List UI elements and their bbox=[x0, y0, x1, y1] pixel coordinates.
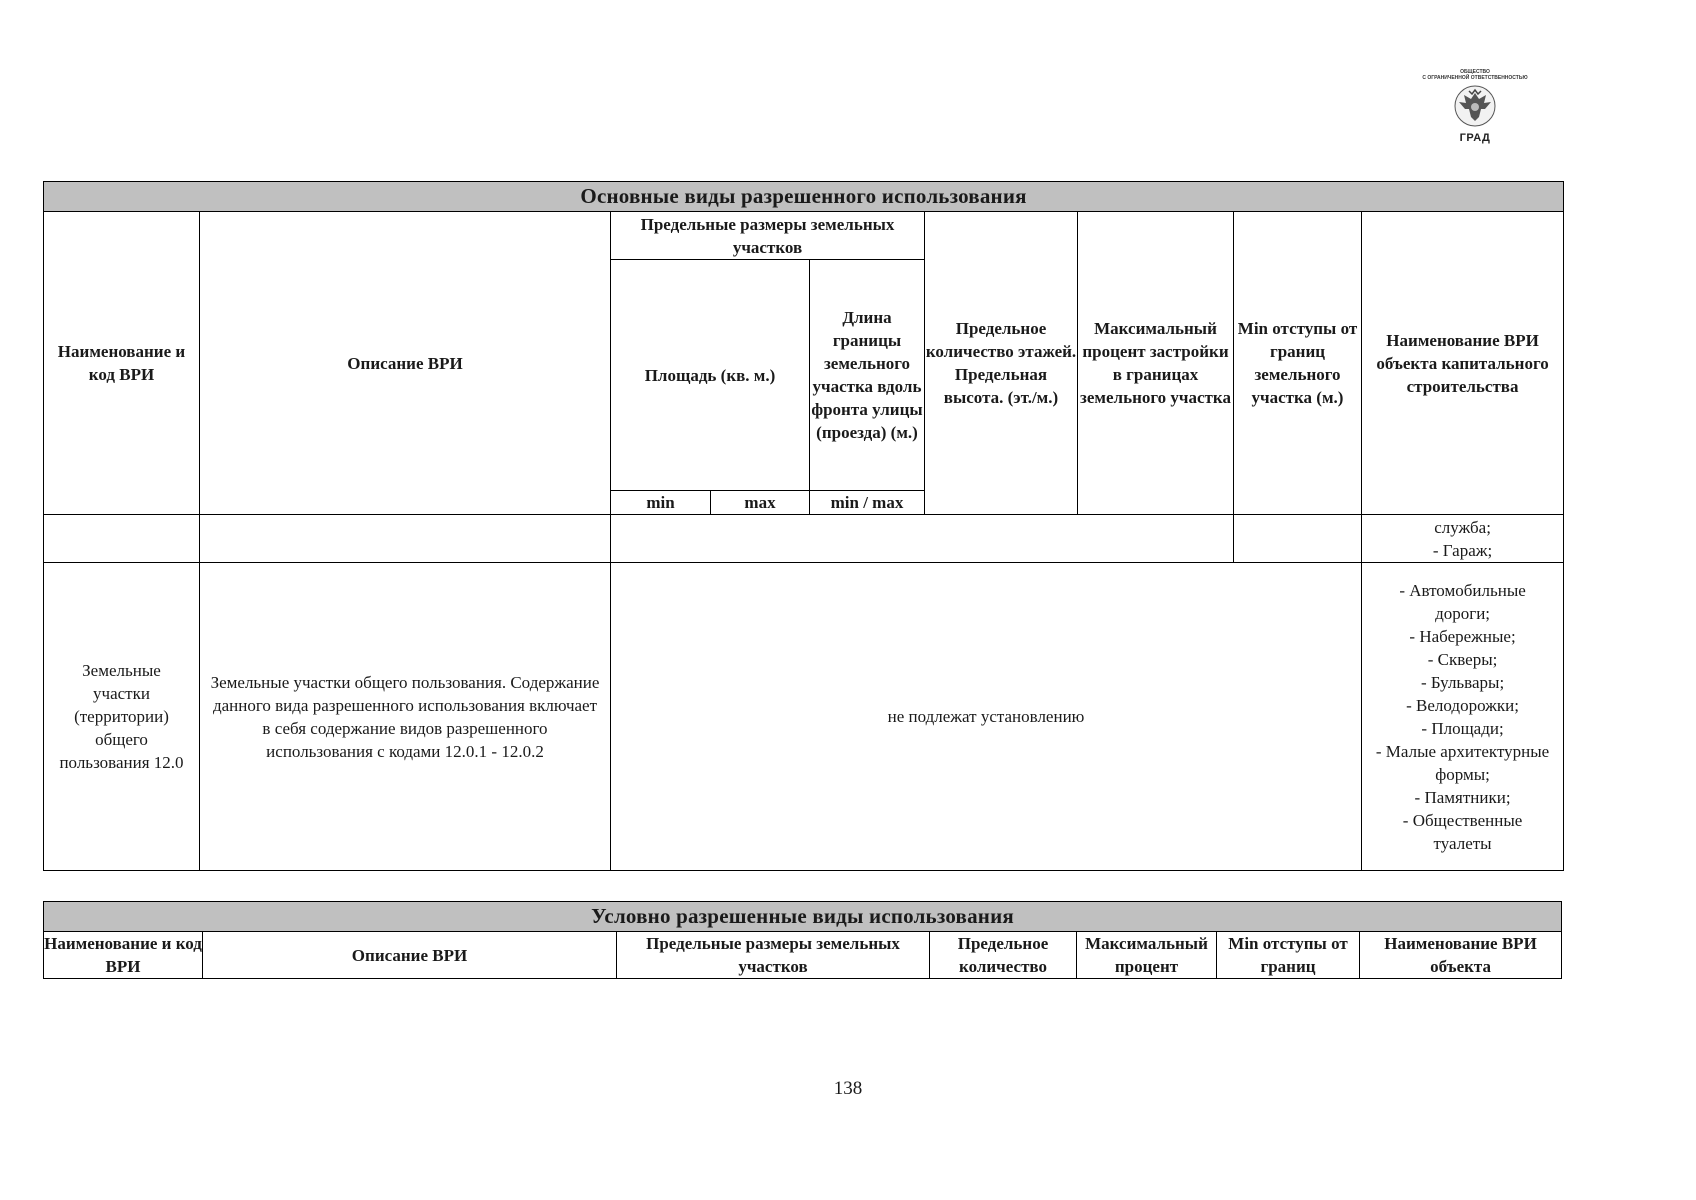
cond-header-name-code: Наименование и код ВРИ bbox=[44, 932, 203, 979]
header-frontage: Длина границы земельного участка вдоль фронта улицы (проезда) (м.) bbox=[810, 260, 925, 491]
cont-limits-cell bbox=[611, 515, 1234, 563]
header-area-min: min bbox=[611, 491, 711, 515]
header-capital-object: Наименование ВРИ объекта капитального строительства bbox=[1362, 212, 1564, 515]
header-area: Площадь (кв. м.) bbox=[611, 260, 810, 491]
header-coverage: Максимальный процент застройки в границах земельного участка bbox=[1078, 212, 1234, 515]
header-limit-sizes: Предельные размеры земельных участков bbox=[611, 212, 925, 260]
page-number: 138 bbox=[833, 1078, 863, 1099]
conditional-table-title: Условно разрешенные виды использования bbox=[44, 902, 1562, 932]
public-land-name-code: Земельные участки (территории) общего пользования 12.0 bbox=[44, 563, 200, 871]
main-table-title: Основные виды разрешенного использования bbox=[44, 182, 1564, 212]
main-uses-table bbox=[43, 181, 1564, 871]
public-land-capital-object: - Автомобильные дороги; - Набережные; - Скверы; - Бульвары; - Велодорожки; - Площади; - Малые архитектурные формы; - Памятники; - Общественные туалеты bbox=[1362, 563, 1564, 871]
cont-capital-object-cell: служба; - Гараж; bbox=[1362, 515, 1564, 563]
cond-header-capital-object: Наименование ВРИ объекта bbox=[1360, 932, 1562, 979]
header-area-max: max bbox=[711, 491, 810, 515]
conditional-uses-table bbox=[43, 901, 1562, 979]
logo-org-line2: С ОГРАНИЧЕННОЙ ОТВЕТСТВЕННОСТЬЮ bbox=[1422, 75, 1528, 81]
header-name-code: Наименование и код ВРИ bbox=[44, 212, 200, 515]
public-land-limits: не подлежат установлению bbox=[611, 563, 1362, 871]
cont-name-code-cell bbox=[44, 515, 200, 563]
eagle-emblem-icon bbox=[1451, 83, 1499, 131]
cond-header-limit-sizes: Предельные размеры земельных участков bbox=[617, 932, 930, 979]
cond-header-coverage: Максимальный процент bbox=[1077, 932, 1217, 979]
cont-setbacks-cell bbox=[1234, 515, 1362, 563]
header-description: Описание ВРИ bbox=[200, 212, 611, 515]
public-land-description: Земельные участки общего пользования. Содержание данного вида разрешенного использования включает в себя содержание видов разрешенного использования с кодами 12.0.1 - 12.0.2 bbox=[200, 563, 611, 871]
cond-header-floors: Предельное количество bbox=[930, 932, 1077, 979]
logo-brand: ГРАД bbox=[1459, 132, 1491, 144]
cond-header-setbacks: Min отступы от границ bbox=[1217, 932, 1360, 979]
cont-description-cell bbox=[200, 515, 611, 563]
header-frontage-min-max: min / max bbox=[810, 491, 925, 515]
company-logo bbox=[1393, 69, 1557, 155]
header-setbacks: Min отступы от границ земельного участка (м.) bbox=[1234, 212, 1362, 515]
logo-org-line1: ОБЩЕСТВО bbox=[1460, 69, 1490, 75]
cond-header-description: Описание ВРИ bbox=[203, 932, 617, 979]
header-floors: Предельное количество этажей. Предельная высота. (эт./м.) bbox=[925, 212, 1078, 515]
